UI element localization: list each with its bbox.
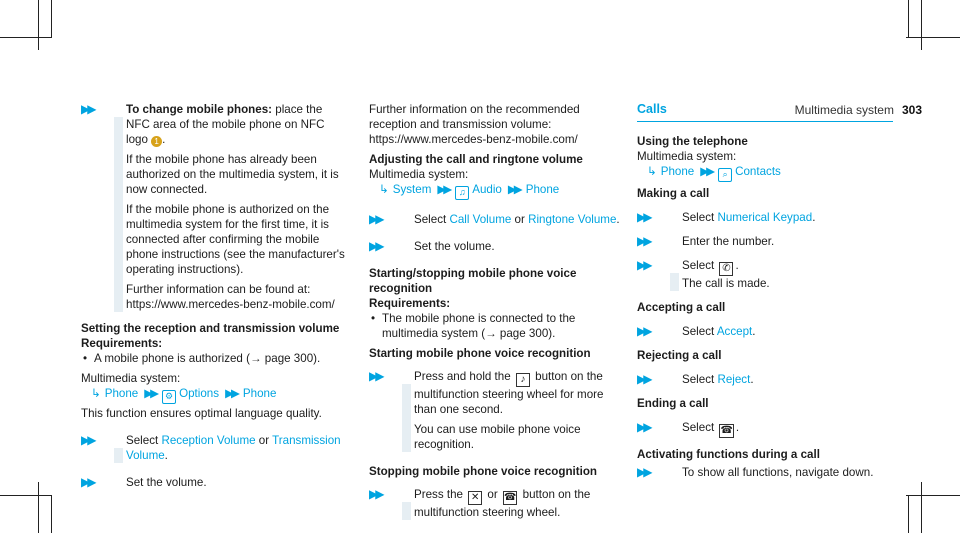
crop-mark	[921, 0, 922, 50]
crop-mark	[908, 495, 909, 533]
crop-mark	[0, 495, 52, 496]
reception-volume-link[interactable]: Reception Volume	[161, 434, 256, 447]
nfc-logo-badge: 1	[151, 136, 162, 147]
nav-system-link[interactable]: System	[392, 183, 432, 196]
multimedia-label: Multimedia system:	[81, 372, 181, 385]
step-arrow-icon: ▶▶	[637, 324, 650, 338]
subheading: Ending a call	[637, 397, 709, 410]
nav-path	[369, 182, 626, 200]
step-arrow-icon: ▶▶	[637, 372, 650, 386]
nav-hook-icon: ↳	[91, 387, 101, 400]
requirement-item: • A mobile phone is authorized (→ page 300).	[81, 351, 349, 366]
numerical-keypad-link[interactable]: Numerical Keypad	[717, 211, 813, 224]
nav-options-link[interactable]: Options	[179, 387, 220, 400]
step-show-functions: ▶▶ To show all functions, navigate down.	[637, 465, 874, 479]
section-heading: Starting/stopping mobile phone voice recognition	[369, 267, 577, 295]
search-icon: ⌕	[718, 168, 732, 182]
step-arrow-icon: ▶▶	[637, 234, 650, 248]
voice-button-icon: ♪	[516, 373, 530, 387]
crop-mark	[0, 37, 52, 38]
nav-hook-icon: ↳	[647, 165, 657, 178]
end-call-icon: ☎	[720, 425, 733, 436]
crop-mark	[908, 0, 909, 38]
step-set-volume: ▶▶ Set the volume.	[81, 475, 207, 489]
info-text: This function ensures optimal language quality.	[81, 407, 322, 420]
subheading: Making a call	[637, 187, 710, 200]
crop-mark	[921, 482, 922, 533]
nav-phone-link[interactable]: Phone	[525, 183, 560, 196]
step-arrow-icon: ▶▶	[369, 369, 382, 383]
step-start-voice: ▶▶ Press and hold the ♪ button on the multifunction steering wheel for more than one second. You can use mobile phone voice recognition.	[369, 369, 604, 451]
step-stop-voice: ▶▶ Press the ✕ or ☎ button on the multifunction steering wheel.	[369, 487, 591, 519]
requirement-item: • The mobile phone is connected to the multimedia system (→ page 300).	[369, 311, 626, 341]
column-1	[81, 102, 349, 499]
nav-path	[81, 386, 349, 404]
url-text: https://www.mercedes-benz-mobile.com/	[126, 298, 335, 311]
crop-mark	[906, 495, 960, 496]
nav-hook-icon: ↳	[379, 183, 389, 196]
nav-sep-icon: ▶▶	[700, 165, 713, 178]
crop-mark	[38, 0, 39, 50]
accept-link[interactable]: Accept	[716, 325, 753, 338]
nav-contacts-link[interactable]: Contacts	[735, 165, 781, 178]
step-arrow-icon: ▶▶	[81, 102, 94, 116]
mute-button-icon: ✕	[468, 491, 482, 505]
step-arrow-icon: ▶▶	[637, 258, 650, 272]
section-title-calls: Calls	[637, 102, 893, 122]
header-title: Multimedia system	[794, 103, 894, 117]
subheading: Stopping mobile phone voice recognition	[369, 465, 598, 478]
step-arrow-icon: ▶▶	[369, 212, 382, 226]
step-enter-number: ▶▶ Enter the number.	[637, 234, 775, 248]
step-arrow-icon: ▶▶	[637, 420, 650, 434]
column-3	[637, 102, 893, 489]
nav-phone-link[interactable]: Phone	[104, 387, 139, 400]
info-text: Further information on the recommended reception and transmission volume: https://www.mercedes-benz-mobile.com/	[369, 103, 580, 146]
crop-mark	[51, 495, 52, 533]
step-arrow-icon: ▶▶	[81, 433, 94, 447]
reject-link[interactable]: Reject	[717, 373, 751, 386]
step-arrow-icon: ▶▶	[369, 239, 382, 253]
requirements-label: Requirements:	[81, 337, 163, 350]
section-heading: Adjusting the call and ringtone volume	[369, 153, 583, 166]
transmission-volume-link[interactable]: Transmission Volume	[126, 434, 341, 462]
step-arrow-icon: ▶▶	[369, 487, 382, 501]
call-icon: ✆	[719, 262, 733, 276]
page-number: 303	[901, 103, 922, 117]
audio-icon: ♫	[455, 186, 469, 200]
step-numerical-keypad: ▶▶ Select Numerical Keypad.	[637, 210, 816, 224]
requirements-label: Requirements:	[369, 297, 451, 310]
column-2	[369, 102, 626, 529]
nav-audio-link[interactable]: Audio	[472, 183, 502, 196]
step-select-call-volume: ▶▶ Select Call Volume or Ringtone Volume.	[369, 212, 620, 226]
section-heading: Setting the reception and transmission volume	[81, 322, 340, 335]
nav-sep-icon: ▶▶	[437, 183, 450, 196]
crop-mark	[51, 0, 52, 38]
step-select-call: ▶▶ Select ✆ . The call is made.	[637, 258, 770, 290]
subheading: Starting mobile phone voice recognition	[369, 347, 591, 360]
step-arrow-icon: ▶▶	[637, 465, 650, 479]
ringtone-volume-link[interactable]: Ringtone Volume	[528, 213, 617, 226]
gear-icon: ⚙	[162, 390, 176, 404]
end-call-icon: ☎	[503, 492, 517, 503]
step-lead: To change mobile phones:	[126, 103, 273, 116]
crop-mark	[38, 482, 39, 533]
step-arrow-icon: ▶▶	[637, 210, 650, 224]
crop-mark	[906, 37, 960, 38]
nav-phone-link[interactable]: Phone	[660, 165, 695, 178]
step-arrow-icon: ▶▶	[81, 475, 94, 489]
step-end-call: ▶▶ Select ☎ .	[637, 420, 740, 436]
step-set-volume: ▶▶ Set the volume.	[369, 239, 495, 253]
nav-sep-icon: ▶▶	[507, 183, 520, 196]
subheading: Rejecting a call	[637, 349, 722, 362]
step-reject: ▶▶ Select Reject.	[637, 372, 754, 386]
step-accept: ▶▶ Select Accept.	[637, 324, 756, 338]
subheading: Accepting a call	[637, 301, 726, 314]
call-volume-link[interactable]: Call Volume	[449, 213, 512, 226]
step-change-phone: ▶▶ To change mobile phones: place the NFC area of the mobile phone on NFC logo 1 . If the mobile phone has already been authorized on the multimedia system, it is now connected. If the mobile phone is authorized on the multimedia system for the first time, it is connected after confirming the mobile phone instructions (see the manufacturer's operating instructions). Further information can be found at: https://www.mercedes-benz-mobile.com/	[81, 102, 345, 311]
nav-sep-icon: ▶▶	[144, 387, 157, 400]
nav-path	[637, 164, 893, 182]
nav-sep-icon: ▶▶	[225, 387, 237, 400]
step-select-volume: ▶▶ Select Reception Volume or Transmission Volume.	[81, 433, 341, 462]
nav-phone-link[interactable]: Phone	[242, 387, 277, 400]
section-heading: Using the telephone	[637, 135, 748, 148]
multimedia-label: Multimedia system:	[637, 150, 737, 163]
subheading: Activating functions during a call	[637, 448, 820, 461]
multimedia-label: Multimedia system:	[369, 168, 469, 181]
